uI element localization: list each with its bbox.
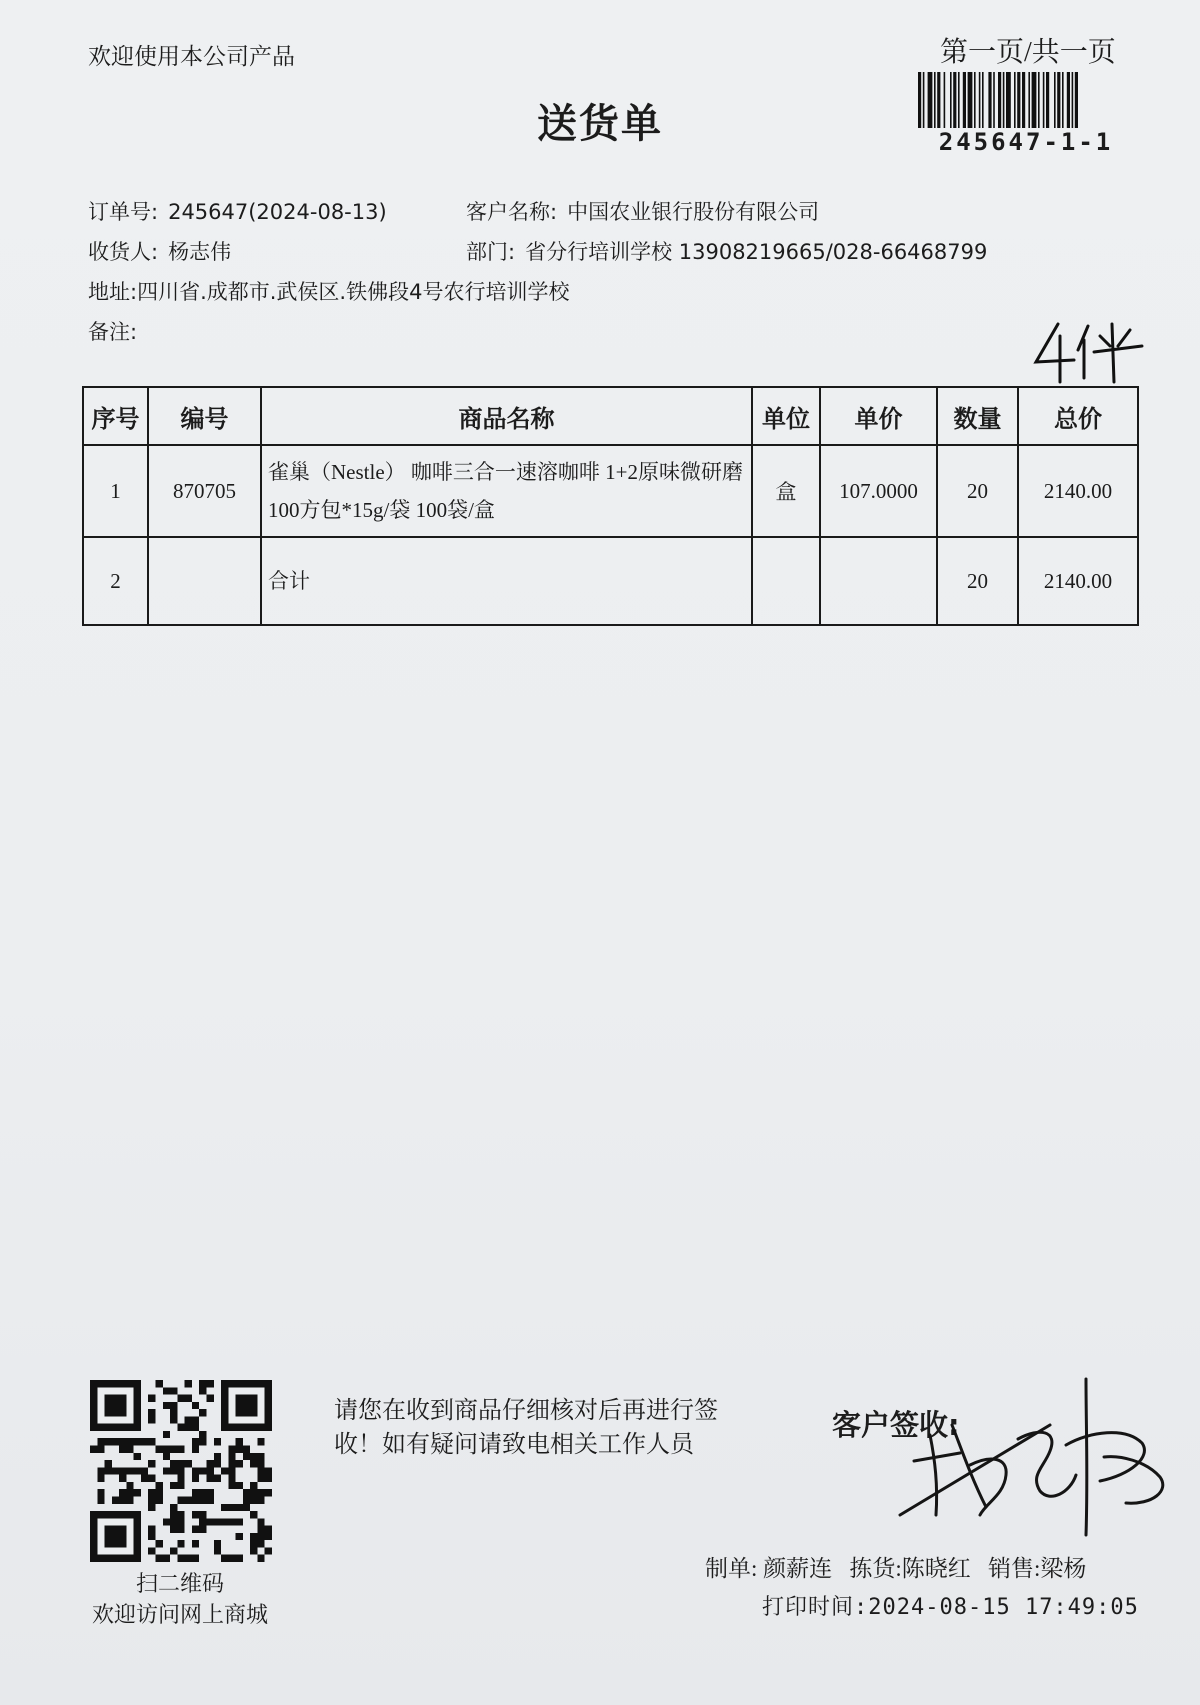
address-line: [88, 276, 569, 306]
maker-label: 制单:: [705, 1556, 758, 1581]
address-label: 地址:: [88, 280, 138, 304]
cell-unit: 盒: [752, 445, 820, 537]
department-label: 部门:: [466, 240, 516, 264]
cell-product-name: 合计: [261, 537, 752, 625]
verification-notice: 请您在收到商品仔细核对后再进行签收！如有疑问请致电相关工作人员: [334, 1396, 718, 1458]
cell-code: 870705: [148, 445, 261, 537]
cell-unit-price: 107.0000: [820, 445, 937, 537]
department-value: 省分行培训学校 13908219665/028-66468799: [525, 240, 988, 264]
cell-total: 2140.00: [1018, 537, 1138, 625]
receiver-label: 收货人:: [88, 240, 159, 264]
order-number-label: 订单号:: [88, 200, 159, 224]
cell-total: 2140.00: [1018, 445, 1138, 537]
customer-label: 客户名称:: [466, 200, 558, 224]
sales-label: 销售:: [988, 1556, 1041, 1581]
cell-quantity: 20: [937, 537, 1018, 625]
header-quantity: 数量: [937, 387, 1018, 445]
print-time-value: 2024-08-15 17:49:05: [868, 1595, 1139, 1620]
maker-value: 颜薪连: [763, 1556, 833, 1581]
qr-caption: [70, 1568, 290, 1630]
company-tagline: 欢迎使用本公司产品: [88, 44, 295, 70]
remark-label: 备注:: [88, 320, 138, 344]
header-code: 编号: [148, 387, 261, 445]
items-table: [82, 386, 1139, 626]
header-seq: 序号: [83, 387, 148, 445]
customer-value: 中国农业银行股份有限公司: [567, 200, 820, 224]
table-row: [83, 537, 1138, 625]
print-time-line: [762, 1590, 1139, 1621]
customer-line: [466, 196, 819, 226]
picker-label: 拣货:: [849, 1556, 902, 1581]
department-line: [466, 236, 987, 266]
picker-value: 陈晓红: [901, 1556, 971, 1581]
qr-caption-line-2: 欢迎访问网上商城: [91, 1602, 268, 1627]
header-unit: 单位: [752, 387, 820, 445]
staff-line: [705, 1550, 1086, 1583]
sales-value: 梁杨: [1040, 1556, 1087, 1581]
customer-signature-label: 客户签收:: [832, 1408, 960, 1442]
qr-caption-line-1: 扫二维码: [135, 1571, 224, 1596]
header-product-name: 商品名称: [261, 387, 752, 445]
handwritten-count-note: [1030, 316, 1150, 386]
order-number-value: 245647(2024-08-13): [168, 200, 387, 224]
header-unit-price: 单价: [820, 387, 937, 445]
cell-seq: 2: [83, 537, 148, 625]
cell-product-name: 雀巢（Nestle） 咖啡三合一速溶咖啡 1+2原味微研磨 100方包*15g/袋 100袋/盒: [261, 445, 752, 537]
qr-code-image: [90, 1380, 272, 1562]
cell-seq: 1: [83, 445, 148, 537]
table-header-row: [83, 387, 1138, 445]
cell-code: [148, 537, 261, 625]
barcode-number: 245647-1-1: [938, 128, 1114, 156]
barcode-image: [918, 72, 1133, 128]
customer-signature: [890, 1365, 1180, 1545]
cell-quantity: 20: [937, 445, 1018, 537]
table-row: [83, 445, 1138, 537]
cell-unit-price: [820, 537, 937, 625]
receiver-value: 杨志伟: [168, 240, 232, 264]
order-number-line: [88, 196, 387, 226]
receiver-line: [88, 236, 231, 266]
remark-line: [88, 316, 147, 346]
cell-unit: [752, 537, 820, 625]
header-total: 总价: [1018, 387, 1138, 445]
address-value: 四川省.成都市.武侯区.铁佛段4号农行培训学校: [137, 280, 570, 304]
print-time-label: 打印时间:: [762, 1595, 869, 1620]
page-info: 第一页/共一页: [940, 37, 1116, 68]
document-title: 送货单: [537, 101, 663, 147]
